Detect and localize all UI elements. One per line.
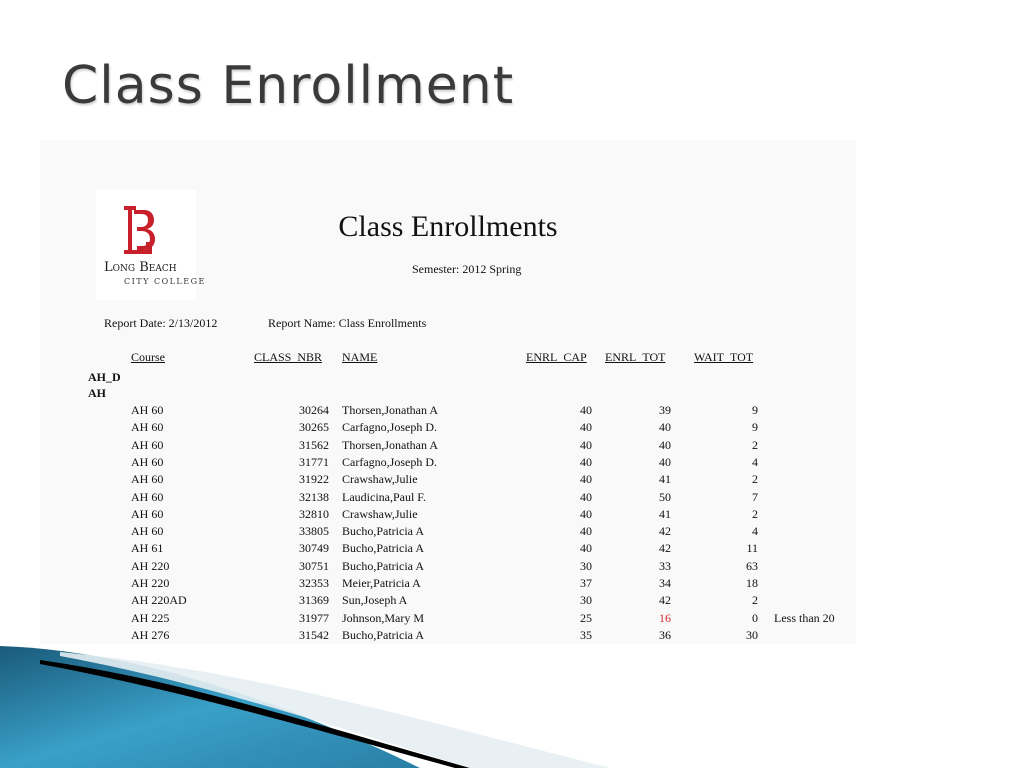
cell-wait-tot: 4: [752, 454, 758, 469]
cell-class-nbr: 31771: [299, 454, 329, 469]
cell-course: AH 220: [131, 576, 170, 590]
cell-enrl-tot: 41: [659, 472, 671, 487]
cell-enrl-cap: 40: [580, 506, 592, 521]
cell-enrl-tot: 40: [659, 437, 671, 452]
college-logo: [96, 190, 206, 300]
cell-class-nbr: 32138: [299, 489, 329, 504]
cell-class-nbr: 30749: [299, 541, 329, 556]
cell-enrl-tot: 42: [659, 593, 671, 608]
logo-name: Long Beach: [104, 260, 177, 275]
cell-name: Bucho,Patricia A: [342, 627, 424, 642]
cell-name: Crawshaw,Julie: [342, 506, 418, 521]
cell-wait-tot: 63: [746, 558, 758, 573]
cell-wait-tot: 2: [752, 593, 758, 608]
cell-course: AH 60: [131, 437, 164, 452]
cell-enrl-cap: 40: [580, 403, 592, 417]
cell-enrl-cap: 40: [580, 489, 592, 504]
cell-course: AH 225: [131, 610, 170, 625]
column-header-name: NAME: [342, 350, 378, 364]
report-panel: [40, 140, 856, 644]
cell-wait-tot: 4: [752, 524, 758, 539]
cell-course: AH 276: [131, 627, 170, 642]
cell-wait-tot: 9: [752, 420, 758, 435]
cell-enrl-tot: 40: [659, 420, 671, 435]
cell-wait-tot: 2: [752, 437, 758, 452]
cell-class-nbr: 31977: [299, 610, 329, 625]
cell-enrl-tot: 33: [659, 558, 671, 573]
cell-class-nbr: 30264: [299, 403, 329, 417]
cell-course: AH 60: [131, 506, 164, 521]
cell-enrl-tot: 50: [659, 489, 671, 504]
cell-enrl-tot: 16: [659, 610, 671, 625]
column-header-class-nbr: CLASS_NBR: [254, 350, 323, 364]
cell-course: AH 60: [131, 489, 164, 504]
cell-wait-tot: 18: [746, 576, 758, 590]
column-header-enrl-tot: ENRL_TOT: [605, 350, 666, 364]
cell-course: AH 60: [131, 454, 164, 469]
cell-enrl-tot: 41: [659, 506, 671, 521]
cell-name: Johnson,Mary M: [342, 610, 425, 625]
cell-enrl-cap: 37: [580, 576, 592, 590]
cell-course: AH 60: [131, 420, 164, 435]
cell-enrl-tot: 36: [659, 627, 671, 642]
cell-class-nbr: 32810: [299, 506, 329, 521]
cell-name: Thorsen,Jonathan A: [342, 403, 438, 417]
cell-enrl-tot: 34: [659, 576, 671, 590]
report-title: Class Enrollments: [338, 210, 558, 243]
cell-enrl-cap: 35: [580, 627, 592, 642]
cell-enrl-cap: 40: [580, 524, 592, 539]
cell-enrl-cap: 40: [580, 454, 592, 469]
cell-enrl-tot: 39: [659, 403, 671, 417]
report-semester: Semester: 2012 Spring: [412, 262, 522, 276]
cell-class-nbr: 30265: [299, 420, 329, 435]
cell-name: Meier,Patricia A: [342, 576, 421, 590]
cell-note: Less than 20: [774, 610, 835, 625]
cell-name: Bucho,Patricia A: [342, 524, 424, 539]
group-label: AH: [88, 386, 106, 400]
cell-enrl-cap: 40: [580, 541, 592, 556]
cell-course: AH 60: [131, 524, 164, 539]
cell-class-nbr: 33805: [299, 524, 329, 539]
cell-enrl-cap: 40: [580, 437, 592, 452]
cell-wait-tot: 7: [752, 489, 758, 504]
cell-enrl-tot: 40: [659, 454, 671, 469]
cell-enrl-tot: 42: [659, 541, 671, 556]
cell-name: Bucho,Patricia A: [342, 558, 424, 573]
cell-name: Carfagno,Joseph D.: [342, 420, 437, 435]
cell-name: Thorsen,Jonathan A: [342, 437, 438, 452]
slide-title: Class Enrollment: [62, 56, 515, 116]
cell-class-nbr: 31562: [299, 437, 329, 452]
cell-class-nbr: 31922: [299, 472, 329, 487]
cell-enrl-cap: 25: [580, 610, 592, 625]
cell-enrl-cap: 30: [580, 593, 592, 608]
cell-wait-tot: 0: [752, 610, 758, 625]
cell-name: Bucho,Patricia A: [342, 541, 424, 556]
cell-name: Crawshaw,Julie: [342, 472, 418, 487]
cell-enrl-cap: 40: [580, 472, 592, 487]
cell-name: Carfagno,Joseph D.: [342, 454, 437, 469]
cell-wait-tot: 30: [746, 627, 758, 642]
column-header-wait-tot: WAIT_TOT: [694, 350, 754, 364]
cell-class-nbr: 30751: [299, 558, 329, 573]
cell-class-nbr: 31369: [299, 593, 329, 608]
column-header-course: Course: [131, 350, 165, 364]
cell-wait-tot: 2: [752, 472, 758, 487]
cell-name: Laudicina,Paul F.: [342, 489, 427, 504]
report-date: Report Date: 2/13/2012: [104, 316, 218, 330]
cell-enrl-cap: 30: [580, 558, 592, 573]
group-label: AH_D: [88, 370, 121, 384]
cell-course: AH 220AD: [131, 593, 187, 608]
cell-enrl-cap: 40: [580, 420, 592, 435]
cell-name: Sun,Joseph A: [342, 593, 408, 608]
cell-class-nbr: 31542: [299, 627, 329, 642]
cell-enrl-tot: 42: [659, 524, 671, 539]
cell-course: AH 60: [131, 403, 164, 417]
cell-wait-tot: 9: [752, 403, 758, 417]
report-name: Report Name: Class Enrollments: [268, 316, 427, 330]
cell-wait-tot: 11: [746, 541, 758, 556]
cell-course: AH 220: [131, 558, 170, 573]
cell-course: AH 61: [131, 541, 164, 556]
column-header-enrl-cap: ENRL_CAP: [526, 350, 587, 364]
cell-course: AH 60: [131, 472, 164, 487]
cell-class-nbr: 32353: [299, 576, 329, 590]
cell-wait-tot: 2: [752, 506, 758, 521]
logo-subtitle: CITY COLLEGE: [124, 277, 206, 286]
